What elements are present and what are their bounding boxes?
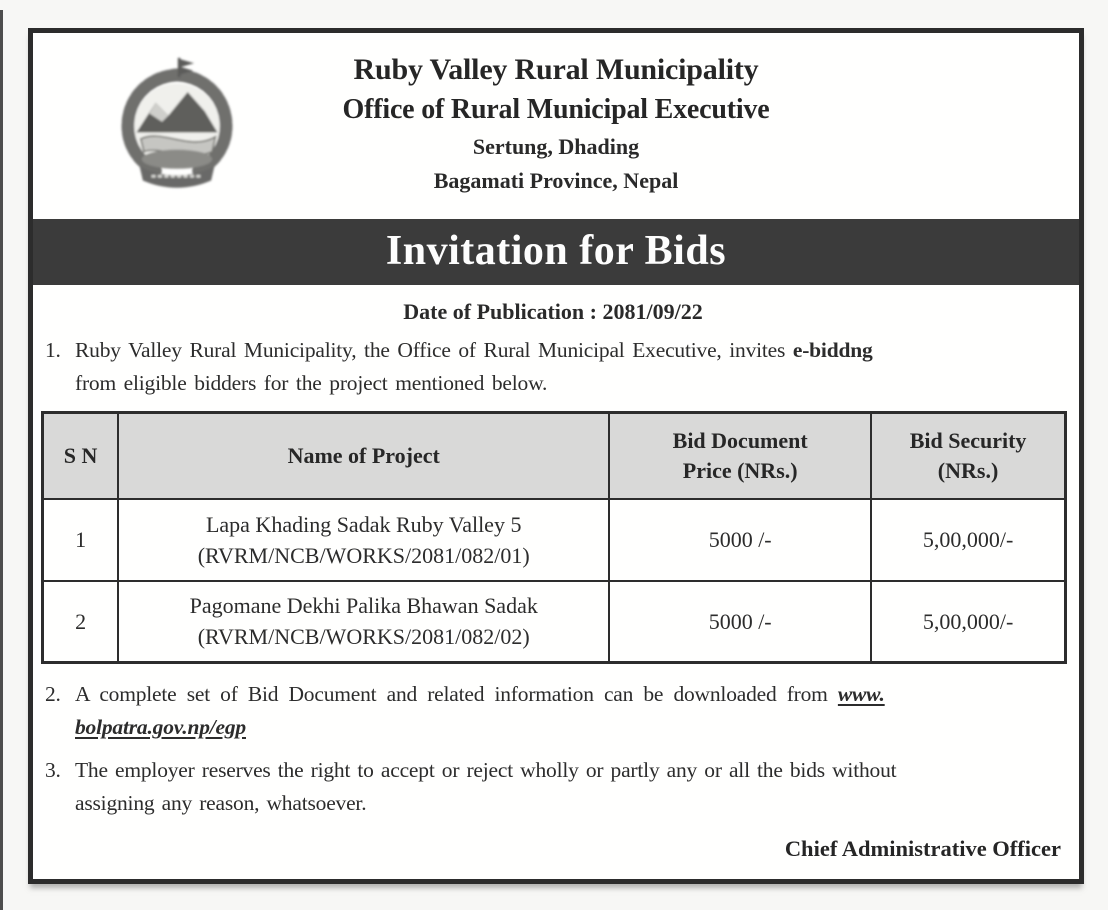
publication-date: Date of Publication : 2081/09/22	[403, 299, 703, 324]
header-bid-security	[871, 413, 1065, 499]
row-1-doc-price: 5000 /-	[609, 499, 871, 581]
header-security-line2: (NRs.)	[937, 457, 999, 483]
province-line: Bagamati Province, Nepal	[433, 168, 679, 193]
row-1-project	[118, 499, 609, 581]
header-security-line1: Bid Security	[909, 427, 1027, 453]
table-row	[43, 499, 1066, 581]
table-header-row	[43, 413, 1066, 499]
address-line: Sertung, Dhading	[472, 134, 640, 159]
header-price-line2: Price (NRs.)	[682, 457, 798, 483]
clause-2-text: A complete set of Bid Document and related information can be downloaded from	[75, 682, 838, 706]
row-1-bid-security: 5,00,000/-	[871, 499, 1065, 581]
header-sn: S N	[43, 413, 119, 499]
row-1-project-code: (RVRM/NCB/WORKS/2081/082/01)	[197, 542, 530, 568]
invitation-banner: Invitation for Bids	[33, 219, 1079, 285]
row-2-sn: 2	[43, 581, 119, 663]
organization-name: Ruby Valley Rural Municipality	[353, 53, 759, 86]
row-2-project-code: (RVRM/NCB/WORKS/2081/082/02)	[197, 624, 530, 650]
clause-1-bold-term: e-biddng	[792, 338, 873, 362]
url-part1[interactable]: www.	[837, 682, 885, 706]
row-1-project-name: Lapa Khading Sadak Ruby Valley 5	[205, 511, 522, 537]
newspaper-column-rule	[0, 10, 3, 910]
row-2-doc-price: 5000 /-	[609, 581, 871, 663]
clause-2-number: 2.	[45, 682, 61, 706]
clause-2	[41, 678, 1065, 744]
header-bid-document-price	[609, 413, 871, 499]
bid-projects-table	[41, 411, 1067, 664]
header-project-name: Name of Project	[118, 413, 609, 499]
document-header	[33, 33, 1079, 219]
document-body	[33, 299, 1079, 862]
clause-1-text-post: from eligible bidders for the project mentioned below.	[75, 371, 548, 395]
clause-3-line2: assigning any reason, whatsoever.	[75, 791, 367, 815]
nepal-emblem-logo	[113, 53, 241, 195]
clause-1-number: 1.	[45, 338, 61, 362]
clause-3	[41, 754, 1065, 820]
header-price-line1: Bid Document	[672, 427, 808, 453]
clause-1-text-pre: Ruby Valley Rural Municipality, the Office of Rural Municipal Executive, invites	[75, 338, 793, 362]
row-2-project	[118, 581, 609, 663]
bid-notice-document	[28, 28, 1084, 884]
clause-3-line1: The employer reserves the right to accept or reject wholly or partly any or all the bids without	[75, 758, 897, 782]
signatory-title: Chief Administrative Officer	[784, 836, 1061, 861]
row-2-project-name: Pagomane Dekhi Palika Bhawan Sadak	[189, 593, 538, 619]
table-row	[43, 581, 1066, 663]
url-part2[interactable]: bolpatra.gov.np/egp	[75, 715, 246, 739]
office-name: Office of Rural Municipal Executive	[342, 94, 770, 125]
row-2-bid-security: 5,00,000/-	[871, 581, 1065, 663]
row-1-sn: 1	[43, 499, 119, 581]
clause-3-number: 3.	[45, 758, 61, 782]
clause-1	[41, 334, 1065, 400]
